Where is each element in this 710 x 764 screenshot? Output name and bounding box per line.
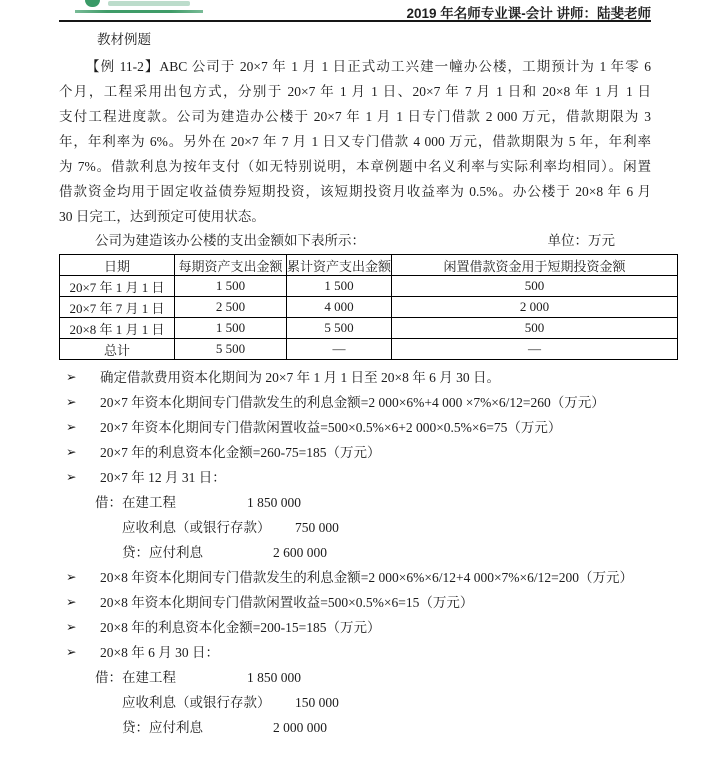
analysis-list <box>59 365 651 740</box>
bullet-item <box>59 615 651 640</box>
table-caption-row <box>59 230 651 251</box>
arrow-bullet-icon: ➢ <box>66 620 77 634</box>
bullet-text: 20×7 年资本化期间专门借款闲置收益=500×0.5%×6+2 000×0.5%×6=75（万元） <box>100 420 562 435</box>
col-header-idle-funds: 闲置借款资金用于短期投资金额 <box>392 255 678 276</box>
col-header-date: 日期 <box>60 255 175 276</box>
paragraph-line: 为 7%。借款利息为按年支付（如无特别说明，本章例题中名义利率与实际利率均相同）。闲置 <box>59 159 651 174</box>
col-header-period-expenditure: 每期资产支出金额 <box>175 255 287 276</box>
cell-value: — <box>287 339 392 360</box>
cell-value: 1 500 <box>287 276 392 297</box>
journal-amount: 2 600 000 <box>273 545 327 560</box>
section-label: 教材例题 <box>97 32 151 47</box>
cell-value: 500 <box>392 276 678 297</box>
cell-date: 20×8 年 1 月 1 日 <box>60 318 175 339</box>
table-header-row <box>60 255 678 276</box>
journal-entry-20x8 <box>59 665 651 740</box>
arrow-bullet-icon: ➢ <box>66 420 77 434</box>
table-row-total <box>60 339 678 360</box>
bullet-item <box>59 590 651 615</box>
cell-value: — <box>392 339 678 360</box>
arrow-bullet-icon: ➢ <box>66 570 77 584</box>
cell-value: 2 500 <box>175 297 287 318</box>
paragraph-line: 借款资金均用于固定收益债券短期投资，该短期投资月收益率为 0.5%。办公楼于 20×8 年 6 月 <box>59 184 651 199</box>
bullet-item <box>59 465 651 490</box>
bullet-text: 20×7 年 12 月 31 日： <box>100 470 226 485</box>
cell-value: 2 000 <box>392 297 678 318</box>
paragraph-line: 支付工程进度款。公司为建造办公楼于 20×7 年 1 月 1 日专门借款 2 000 万元，借款期限为 3 <box>59 109 651 124</box>
journal-account: 应收利息（或银行存款） <box>122 695 271 710</box>
bullet-text: 20×8 年资本化期间专门借款发生的利息金额=2 000×6%×6/12+4 000×7%×6/12=200（万元） <box>100 570 634 585</box>
bullet-text: 20×7 年的利息资本化金额=260-75=185（万元） <box>100 445 381 460</box>
logo-underline <box>75 10 203 13</box>
journal-line <box>59 490 651 515</box>
cell-value: 5 500 <box>287 318 392 339</box>
journal-amount: 150 000 <box>295 695 339 710</box>
col-header-cumulative-expenditure: 累计资产支出金额 <box>287 255 392 276</box>
document-content <box>0 31 710 740</box>
table-row <box>60 276 678 297</box>
bullet-item <box>59 565 651 590</box>
logo-circle-icon <box>85 0 100 7</box>
cell-value: 4 000 <box>287 297 392 318</box>
journal-amount: 1 850 000 <box>247 495 301 510</box>
journal-account: 借：在建工程 <box>95 670 176 685</box>
course-header-title: 2019 年名师专业课-会计 讲师：陆斐老师 <box>406 6 651 21</box>
journal-line <box>59 540 651 565</box>
bullet-text: 20×8 年的利息资本化金额=200-15=185（万元） <box>100 620 381 635</box>
bullet-text: 20×8 年资本化期间专门借款闲置收益=500×0.5%×6=15（万元） <box>100 595 474 610</box>
cell-total-label: 总计 <box>60 339 175 360</box>
table-caption: 公司为建造该办公楼的支出金额如下表所示： <box>95 233 365 248</box>
bullet-text: 20×8 年 6 月 30 日： <box>100 645 219 660</box>
cell-date: 20×7 年 7 月 1 日 <box>60 297 175 318</box>
journal-line <box>59 715 651 740</box>
cell-value: 1 500 <box>175 276 287 297</box>
journal-account: 应收利息（或银行存款） <box>122 520 271 535</box>
journal-amount: 1 850 000 <box>247 670 301 685</box>
paragraph-line: 年，年利率为 6%。另外在 20×7 年 7 月 1 日又专门借款 4 000 万元，借款期限为 5 年，年利率 <box>59 134 651 149</box>
paragraph-line: 个月，工程采用出包方式，分别于 20×7 年 1 月 1 日、20×7 年 7 月 1 日和 20×8 年 1 月 1 日 <box>59 84 651 99</box>
journal-amount: 2 000 000 <box>273 720 327 735</box>
journal-account: 借：在建工程 <box>95 495 176 510</box>
example-paragraph <box>59 54 651 229</box>
arrow-bullet-icon: ➢ <box>66 470 77 484</box>
unit-label: 单位：万元 <box>547 233 615 248</box>
bullet-item <box>59 365 651 390</box>
paragraph-line: 30 日完工，达到预定可使用状态。 <box>59 209 265 224</box>
bullet-text: 确定借款费用资本化期间为 20×7 年 1 月 1 日至 20×8 年 6 月 30 日。 <box>100 370 500 385</box>
journal-line <box>59 515 651 540</box>
journal-account: 贷：应付利息 <box>122 720 203 735</box>
journal-line <box>59 665 651 690</box>
arrow-bullet-icon: ➢ <box>66 395 77 409</box>
logo-text-fragment <box>108 1 190 6</box>
table-row <box>60 297 678 318</box>
bullet-item <box>59 440 651 465</box>
cell-value: 5 500 <box>175 339 287 360</box>
journal-amount: 750 000 <box>295 520 339 535</box>
journal-line <box>59 690 651 715</box>
brand-logo-fragment <box>75 0 225 16</box>
bullet-item <box>59 640 651 665</box>
cell-value: 500 <box>392 318 678 339</box>
journal-entry-20x7 <box>59 490 651 565</box>
paragraph-line: 【例 11-2】ABC 公司于 20×7 年 1 月 1 日正式动工兴建一幢办公楼，工期预计为 1 年零 6 <box>86 59 651 74</box>
expenditure-table <box>59 254 678 360</box>
page-header <box>59 0 651 22</box>
cell-value: 1 500 <box>175 318 287 339</box>
arrow-bullet-icon: ➢ <box>66 645 77 659</box>
bullet-item <box>59 390 651 415</box>
journal-account: 贷：应付利息 <box>122 545 203 560</box>
cell-date: 20×7 年 1 月 1 日 <box>60 276 175 297</box>
bullet-item <box>59 415 651 440</box>
arrow-bullet-icon: ➢ <box>66 370 77 384</box>
bullet-text: 20×7 年资本化期间专门借款发生的利息金额=2 000×6%+4 000 ×7%×6/12=260（万元） <box>100 395 605 410</box>
arrow-bullet-icon: ➢ <box>66 445 77 459</box>
arrow-bullet-icon: ➢ <box>66 595 77 609</box>
table-row <box>60 318 678 339</box>
